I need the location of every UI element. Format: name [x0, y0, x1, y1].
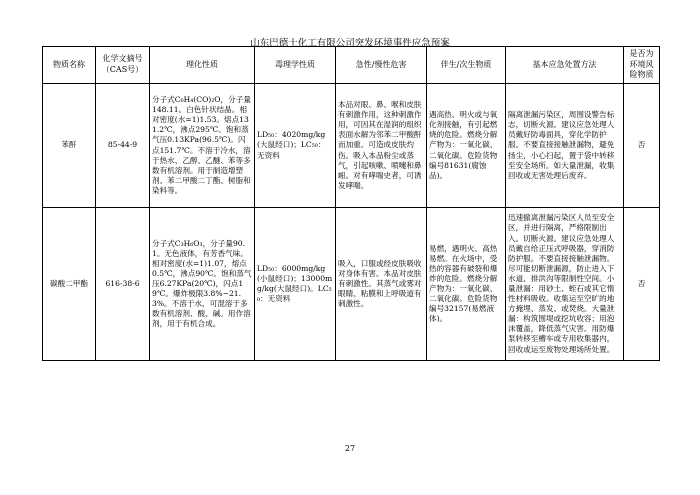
header-hazard: 急性/慢性危害: [336, 47, 427, 84]
emergency-method: 迅速撤离泄漏污染区人员至安全区，并进行隔离，严格限制出入。切断火源。建议应急处理人员戴自给正压式呼吸器，穿消防防护服。不要直接接触泄漏物。尽可能切断泄漏源，防止进入下水道、排洪沟等限制性空间。小量泄漏：用砂土、蛭石或其它惰性材料吸收。收集运至空旷的地方掩埋、蒸发、或焚烧。大量泄漏：构筑围堤或挖坑收容；用泡沫覆盖，降低蒸气灾害。用防爆泵转移至槽车或专用收集器内，回收或运至废物处理场所处置。: [506, 208, 624, 361]
header-byproduct: 伴生/次生物质: [427, 47, 506, 84]
cas-number: 616-38-6: [96, 208, 150, 361]
byproduct-description: 遇高热、明火或与氧化剂接触，有引起燃烧的危险。燃烧分解产物为：一氧化碳、二氧化碳。危险货物编号81631(腐蚀品)。: [427, 84, 506, 208]
table-row: [43, 208, 660, 361]
toxicology: LD₅₀：4020mg/kg(大鼠经口)；LC₅₀：无资料: [255, 84, 336, 208]
table-header-row: [43, 47, 660, 84]
hazard-description: 本品对眼、鼻、喉和皮肤有刺激作用，这种刺激作用，可因其在湿润的组织表面水解为邻苯二甲酸酐而加重。可造成皮肤灼伤。吸入本品粉尘或蒸气，引起咳嗽、喷嚏和鼻衄。对有哮喘史者，可诱发哮喘。: [336, 84, 427, 208]
header-physchem: 理化性质: [150, 47, 255, 84]
substance-name: 苯酐: [43, 84, 96, 208]
header-toxicology: 毒理学性质: [255, 47, 336, 84]
table-row: [43, 84, 660, 208]
page-number: 27: [344, 444, 356, 453]
header-emergency-method: 基本应急处置方法: [506, 47, 624, 84]
emergency-method: 隔离泄漏污染区，周围设警告标志，切断火源。建议应急处理人员戴好防毒面具，穿化学防护服。不要直接接触泄漏物，避免扬尘，小心扫起，置于袋中转移至安全场所。如大量泄漏，收集回收或无害处理后废弃。: [506, 84, 624, 208]
cas-number: 85-44-9: [96, 84, 150, 208]
is-risk-value: 否: [624, 84, 660, 208]
physchem-properties: 分子式C₆H₄(CO)₂O，分子量148.11。白色针状结晶。相对密度(水=1)1.53。熔点131.2℃，沸点295℃。饱和蒸气压0.13KPa(96.5℃)。闪点151.7℃。不溶于冷水，溶于热水、乙醇、乙醚、苯等多数有机溶剂。用于制造增塑剂、苯二甲酸二丁酯、树脂和染料等。: [150, 84, 255, 208]
hazard-substance-table: [42, 46, 660, 361]
header-cas-number: 化学文摘号（CAS号）: [96, 47, 150, 84]
byproduct-description: 易燃，遇明火、高热易燃。在火场中，受热的容器有破裂和爆炸的危险。燃烧分解产物为：一氧化碳、二氧化碳。危险货物编号32157(易燃液体)。: [427, 208, 506, 361]
substance-name: 碳酸二甲酯: [43, 208, 96, 361]
header-substance-name: 物质名称: [43, 47, 96, 84]
toxicology: LD₅₀：6000mg/kg(小鼠经口)；13000mg/kg(大鼠经口)。LC₅₀：无资料: [255, 208, 336, 361]
is-risk-value: 否: [624, 208, 660, 361]
hazard-description: 吸入，口服或经皮肤吸收对身体有害。本品对皮肤有刺激性。其蒸气或雾对眼睛、粘膜和上呼吸道有刺激性。: [336, 208, 427, 361]
physchem-properties: 分子式C₃H₆O₃，分子量90.1。无色液体，有芳香气味。相对密度(水=1)1.07，熔点0.5℃，沸点90℃。饱和蒸气压6.27KPa(20℃)，闪点19℃。爆炸极限3.8%~21.3%。不溶于水，可混溶于多数有机溶剂、酸、碱。用作溶剂，用于有机合成。: [150, 208, 255, 361]
header-is-risk: 是否为环境风险物质: [624, 47, 660, 84]
document-title: 山东巴德士化工有限公司突发环境事件应急预案: [250, 38, 450, 49]
